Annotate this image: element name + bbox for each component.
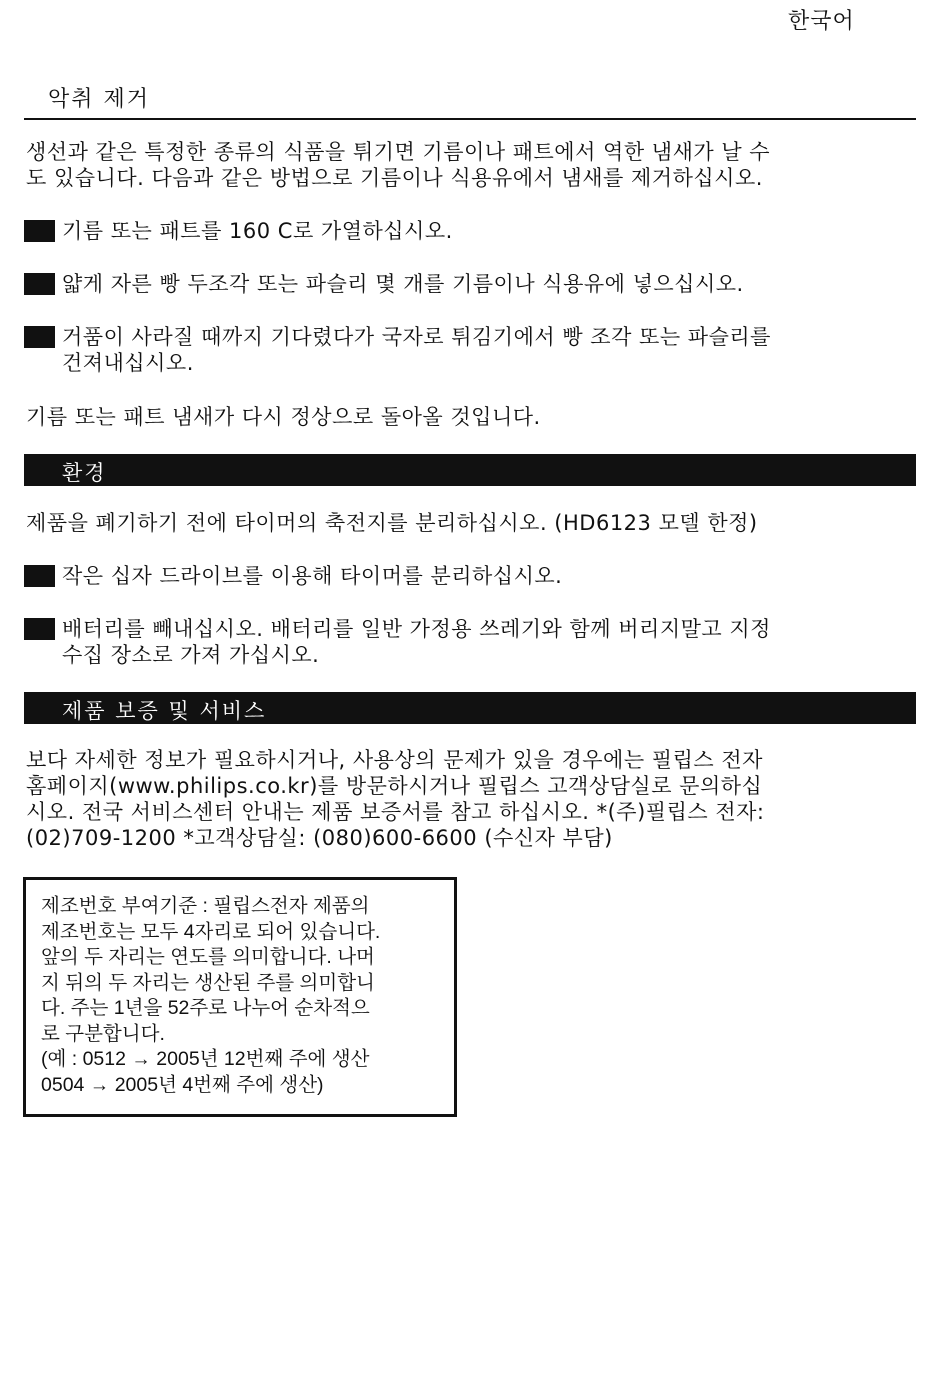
odour-step-1 [24, 218, 916, 244]
bullet-square-icon [24, 273, 55, 295]
step-text: 기름 또는 패트를 160 C로 가열하십시오. [62, 219, 453, 243]
warranty-heading [24, 692, 916, 724]
notice-line: 다. 주는 1년을 52주로 나누어 순차적으 [41, 997, 370, 1019]
bullet-square-icon [24, 618, 55, 640]
section-title: 악취 제거 [48, 87, 151, 112]
notice-line: 제조번호는 모두 4자리로 되어 있습니다. [41, 920, 381, 943]
environment-step-2 [24, 616, 916, 668]
section-title: 환경 [62, 461, 107, 485]
odour-step-3 [24, 324, 916, 376]
step-text: 얇게 자른 빵 두조각 또는 파슬리 몇 개를 기름이나 식용유에 넣으십시오. [62, 272, 744, 296]
paragraph-line: 생선과 같은 특정한 종류의 식품을 튀기면 기름이나 패트에서 역한 냄새가 날 수 [26, 140, 771, 164]
bullet-square-icon [24, 565, 55, 587]
odour-intro-paragraph [26, 139, 916, 191]
odour-result-text: 기름 또는 패트 냄새가 다시 정상으로 돌아올 것입니다. [26, 405, 541, 429]
notice-line: 제조번호 부여기준 : 필립스전자 제품의 [41, 895, 370, 917]
step-text: 거품이 사라질 때까지 기다렸다가 국자로 튀김기에서 빵 조각 또는 파슬리를 [62, 325, 771, 349]
warranty-paragraph [26, 747, 916, 851]
step-text: 작은 십자 드라이브를 이용해 타이머를 분리하십시오. [62, 564, 563, 588]
step-text-continued: 수집 장소로 가져 가십시오. [62, 643, 320, 667]
notice-text [41, 894, 441, 1098]
bullet-square-icon [24, 220, 55, 242]
language-label: 한국어 [788, 9, 855, 34]
step-text-continued: 건져내십시오. [62, 351, 194, 375]
odour-removal-heading [24, 80, 916, 120]
paragraph-line: 홈페이지(www.philips.co.kr)를 방문하시거나 필립스 고객상담실로 문의하십 [26, 774, 763, 798]
notice-line: 지 뒤의 두 자리는 생산된 주를 의미합니 [41, 971, 375, 994]
section-title: 제품 보증 및 서비스 [62, 699, 267, 723]
paragraph-line: 시오. 전국 서비스센터 안내는 제품 보증서를 참고 하십시오. *(주)필립스 전자: [26, 800, 765, 824]
environment-step-1 [24, 563, 916, 589]
paragraph-line: 도 있습니다. 다음과 같은 방법으로 기름이나 식용유에서 냄새를 제거하십시오. [26, 166, 763, 190]
step-text: 배터리를 빼내십시오. 배터리를 일반 가정용 쓰레기와 함께 버리지말고 지정 [62, 617, 771, 641]
bullet-square-icon [24, 326, 55, 348]
paragraph-line: (02)709-1200 *고객상담실: (080)600-6600 (수신자 부담) [26, 826, 613, 850]
notice-example: 0504 → 2005년 4번째 주에 생산) [41, 1073, 324, 1096]
environment-intro-text: 제품을 폐기하기 전에 타이머의 축전지를 분리하십시오. (HD6123 모델 한정) [26, 511, 758, 535]
notice-line: 로 구분합니다. [41, 1022, 165, 1045]
serial-number-notice-box [23, 877, 457, 1117]
notice-example: (예 : 0512 → 2005년 12번째 주에 생산 [41, 1048, 370, 1070]
paragraph-line: 보다 자세한 정보가 필요하시거나, 사용상의 문제가 있을 경우에는 필립스 전자 [26, 748, 763, 772]
odour-step-2 [24, 271, 916, 297]
notice-line: 앞의 두 자리는 연도를 의미합니다. 나머 [41, 946, 375, 968]
environment-heading [24, 454, 916, 486]
